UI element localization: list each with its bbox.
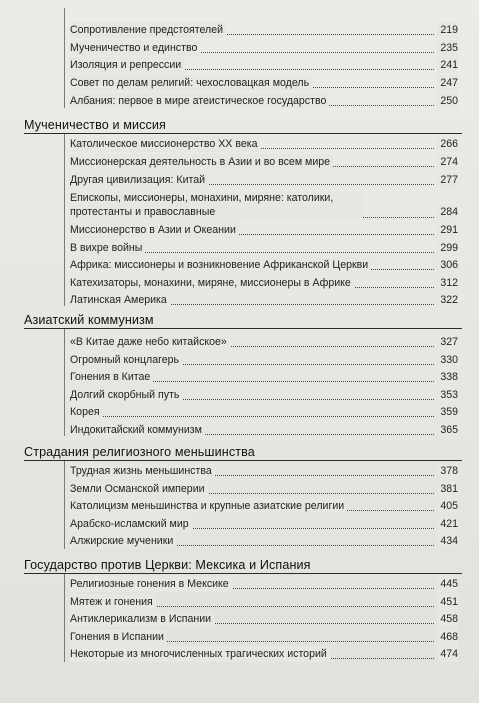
toc-entry-title: Католицизм меньшинства и крупные азиатские религии <box>70 498 347 514</box>
toc-entry-page: 421 <box>437 516 458 532</box>
section-rule <box>24 133 462 134</box>
toc-entry[interactable] <box>70 40 458 56</box>
toc-entry-title: Албания: первое в мире атеистическое государство <box>70 93 329 109</box>
toc-entry[interactable] <box>70 422 458 438</box>
toc-entry-page: 451 <box>437 594 458 610</box>
toc-entry[interactable] <box>70 292 458 308</box>
toc-entry-page: 299 <box>437 240 458 256</box>
toc-entry-title: Совет по делам религий: чехословацкая модель <box>70 75 312 91</box>
toc-entry[interactable] <box>70 404 458 420</box>
toc-entry-title: Латинская Америка <box>70 292 170 308</box>
toc-entry-title: Католическое миссионерство XX века <box>70 136 260 152</box>
toc-entry[interactable] <box>70 275 458 291</box>
toc-entry-title: Мятеж и гонения <box>70 594 156 610</box>
section-heading[interactable]: Мученичество и миссия <box>24 118 166 132</box>
section-vertical-rule <box>64 8 65 108</box>
toc-entry-title: Другая цивилизация: Китай <box>70 172 208 188</box>
toc-entry-title: Сопротивление предстоятелей <box>70 22 226 38</box>
toc-entry-page: 250 <box>437 93 458 109</box>
toc-entry-page: 458 <box>437 611 458 627</box>
toc-entry-title: Земли Османской империи <box>70 481 208 497</box>
toc-entry[interactable] <box>70 646 458 662</box>
toc-entry[interactable] <box>70 629 458 645</box>
toc-entry-title: Огромный концлагерь <box>70 352 182 368</box>
toc-entry-title: Индокитайский коммунизм <box>70 422 205 438</box>
toc-entry-page: 306 <box>437 257 458 273</box>
section-rule <box>24 460 462 461</box>
toc-entry-title: Некоторые из многочисленных трагических историй <box>70 646 330 662</box>
toc-entry-page: 312 <box>437 275 458 291</box>
toc-entry[interactable] <box>70 75 458 91</box>
toc-entry-page: 338 <box>437 369 458 385</box>
section-vertical-rule <box>64 574 65 662</box>
toc-entry-title: Алжирские мученики <box>70 533 176 549</box>
toc-entry-title: Долгий скорбный путь <box>70 387 182 403</box>
toc-entry-title: Епископы, миссионеры, монахини, миряне: католики, протестанты и православные <box>70 191 363 219</box>
toc-entry[interactable] <box>70 594 458 610</box>
toc-entry-title: Катехизаторы, монахини, миряне, миссионеры в Африке <box>70 275 354 291</box>
toc-entry-page: 247 <box>437 75 458 91</box>
toc-entry[interactable] <box>70 57 458 73</box>
toc-entry[interactable] <box>70 154 458 170</box>
toc-entry[interactable] <box>70 240 458 256</box>
toc-entry-page: 381 <box>437 481 458 497</box>
toc-entry-title: Трудная жизнь меньшинства <box>70 463 215 479</box>
toc-entry-page: 405 <box>437 498 458 514</box>
section-heading[interactable]: Государство против Церкви: Мексика и Испания <box>24 558 311 572</box>
section-rule <box>24 328 462 329</box>
toc-entry[interactable] <box>70 136 458 152</box>
toc-entry-title: Мученичество и единство <box>70 40 200 56</box>
toc-entry-page: 291 <box>437 222 458 238</box>
toc-entry-title: Антиклерикализм в Испании <box>70 611 214 627</box>
toc-entry-page: 235 <box>437 40 458 56</box>
toc-entry[interactable] <box>70 369 458 385</box>
toc-entry-title: Религиозные гонения в Мексике <box>70 576 232 592</box>
toc-entry-page: 284 <box>437 204 458 220</box>
toc-entry[interactable] <box>70 611 458 627</box>
toc-entry[interactable] <box>70 257 458 273</box>
toc-entry-page: 434 <box>437 533 458 549</box>
toc-entry[interactable] <box>70 22 458 38</box>
toc-entry-title: Корея <box>70 404 103 420</box>
section-heading[interactable]: Страдания религиозного меньшинства <box>24 445 255 459</box>
toc-entry-page: 365 <box>437 422 458 438</box>
toc-entry-page: 353 <box>437 387 458 403</box>
toc-entry-title: Изоляция и репрессии <box>70 57 184 73</box>
toc-entry-title: Гонения в Китае <box>70 369 153 385</box>
toc-entry-title: Гонения в Испании <box>70 629 167 645</box>
toc-entry[interactable] <box>70 576 458 592</box>
toc-entry-page: 378 <box>437 463 458 479</box>
section-vertical-rule <box>64 329 65 436</box>
toc-entry-page: 359 <box>437 404 458 420</box>
toc-entry[interactable] <box>70 334 458 350</box>
toc-entry-title: Миссионерская деятельность в Азии и во всем мире <box>70 154 333 170</box>
toc-entry-page: 274 <box>437 154 458 170</box>
toc-entry[interactable] <box>70 498 458 514</box>
toc-entry-page: 241 <box>437 57 458 73</box>
toc-entry[interactable] <box>70 222 458 238</box>
toc-entry[interactable] <box>70 463 458 479</box>
toc-entry-title: «В Китае даже небо китайское» <box>70 334 230 350</box>
toc-entry-page: 266 <box>437 136 458 152</box>
toc-entry[interactable] <box>70 352 458 368</box>
dot-leader <box>70 416 434 417</box>
toc-entry-page: 445 <box>437 576 458 592</box>
toc-entry-page: 277 <box>437 172 458 188</box>
toc-entry-title: Африка: миссионеры и возникновение Африканской Церкви <box>70 257 371 273</box>
toc-entry-page: 468 <box>437 629 458 645</box>
toc-entry-title: Арабско-исламский мир <box>70 516 192 532</box>
toc-entry[interactable] <box>70 387 458 403</box>
toc-entry-page: 330 <box>437 352 458 368</box>
section-vertical-rule <box>64 461 65 549</box>
toc-entry[interactable] <box>70 481 458 497</box>
toc-entry-page: 219 <box>437 22 458 38</box>
toc-entry[interactable] <box>70 516 458 532</box>
toc-entry[interactable] <box>70 172 458 188</box>
toc-entry-page: 322 <box>437 292 458 308</box>
section-heading[interactable]: Азиатский коммунизм <box>24 313 154 327</box>
toc-entry[interactable] <box>70 190 458 220</box>
toc-entry-page: 327 <box>437 334 458 350</box>
toc-entry[interactable] <box>70 533 458 549</box>
toc-entry-title: Миссионерство в Азии и Океании <box>70 222 239 238</box>
section-rule <box>24 573 462 574</box>
section-vertical-rule <box>64 134 65 306</box>
toc-entry-title: В вихре войны <box>70 240 145 256</box>
toc-entry[interactable] <box>70 93 458 109</box>
toc-entry-page: 474 <box>437 646 458 662</box>
